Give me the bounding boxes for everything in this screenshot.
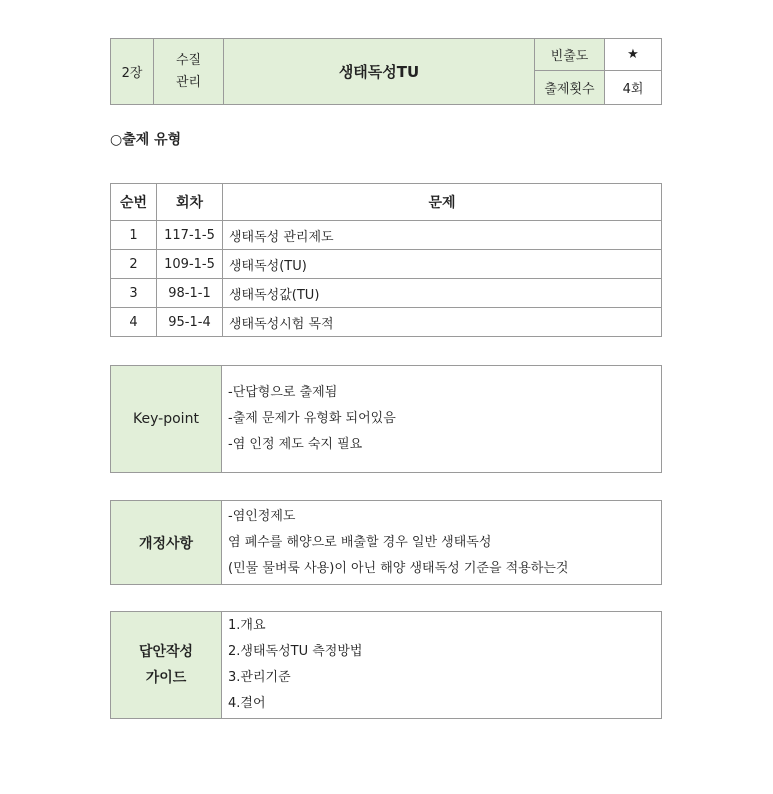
section-heading: ○출제 유형: [110, 132, 182, 148]
row-round: 117-1-5: [157, 221, 223, 250]
guide-label-line1: 답안작성: [138, 644, 194, 660]
freq-value: ★: [605, 39, 662, 71]
row-title: 생태독성값(TU): [223, 279, 662, 308]
row-title: 생태독성 관리제도: [223, 221, 662, 250]
category-line1: 수질: [175, 52, 202, 68]
col-header-problem: 문제: [223, 184, 662, 221]
table-row: [111, 279, 662, 308]
row-no: 2: [111, 250, 157, 279]
guide-line: 4.결어: [228, 696, 266, 711]
row-round: 109-1-5: [157, 250, 223, 279]
category-cell: [154, 39, 224, 105]
row-no: 4: [111, 308, 157, 337]
table-row: [111, 250, 662, 279]
col-header-no: 순번: [111, 184, 157, 221]
row-no: 1: [111, 221, 157, 250]
guide-line: 2.생태독성TU 측정방법: [228, 644, 363, 659]
chapter-cell: 2장: [111, 39, 154, 105]
revision-line: (민물 물벼룩 사용)이 아닌 해양 생태독성 기준을 적용하는것: [228, 560, 569, 576]
keypoint-box: [110, 365, 662, 473]
topic-title: 생태독성TU: [224, 39, 535, 105]
guide-label-line2: 가이드: [145, 670, 187, 686]
guide-label: [111, 612, 222, 719]
table-row: [111, 308, 662, 337]
keypoint-line: -염 인정 제도 숙지 필요: [228, 437, 363, 452]
revision-label: 개정사항: [111, 501, 222, 585]
revision-line: -염인정제도: [228, 508, 296, 524]
header-table: [110, 38, 662, 105]
row-title: 생태독성시험 목적: [223, 308, 662, 337]
keypoint-line: -단답형으로 출제됨: [228, 385, 338, 400]
row-no: 3: [111, 279, 157, 308]
guide-line: 3.관리기준: [228, 670, 291, 685]
revision-box: [110, 500, 662, 585]
row-title: 생태독성(TU): [223, 250, 662, 279]
count-label: 출제횟수: [535, 71, 605, 105]
answer-guide-box: [110, 611, 662, 719]
col-header-round: 회차: [157, 184, 223, 221]
row-round: 95-1-4: [157, 308, 223, 337]
revision-line: 염 폐수를 해양으로 배출할 경우 일반 생태독성: [228, 534, 492, 550]
count-value: 4회: [605, 71, 662, 105]
freq-label: 빈출도: [535, 39, 605, 71]
keypoint-label: Key-point: [111, 366, 222, 473]
guide-line: 1.개요: [228, 618, 266, 633]
category-line2: 관리: [175, 74, 202, 90]
table-row: [111, 221, 662, 250]
problem-table: [110, 183, 662, 337]
keypoint-line: -출제 문제가 유형화 되어있음: [228, 411, 396, 426]
row-round: 98-1-1: [157, 279, 223, 308]
